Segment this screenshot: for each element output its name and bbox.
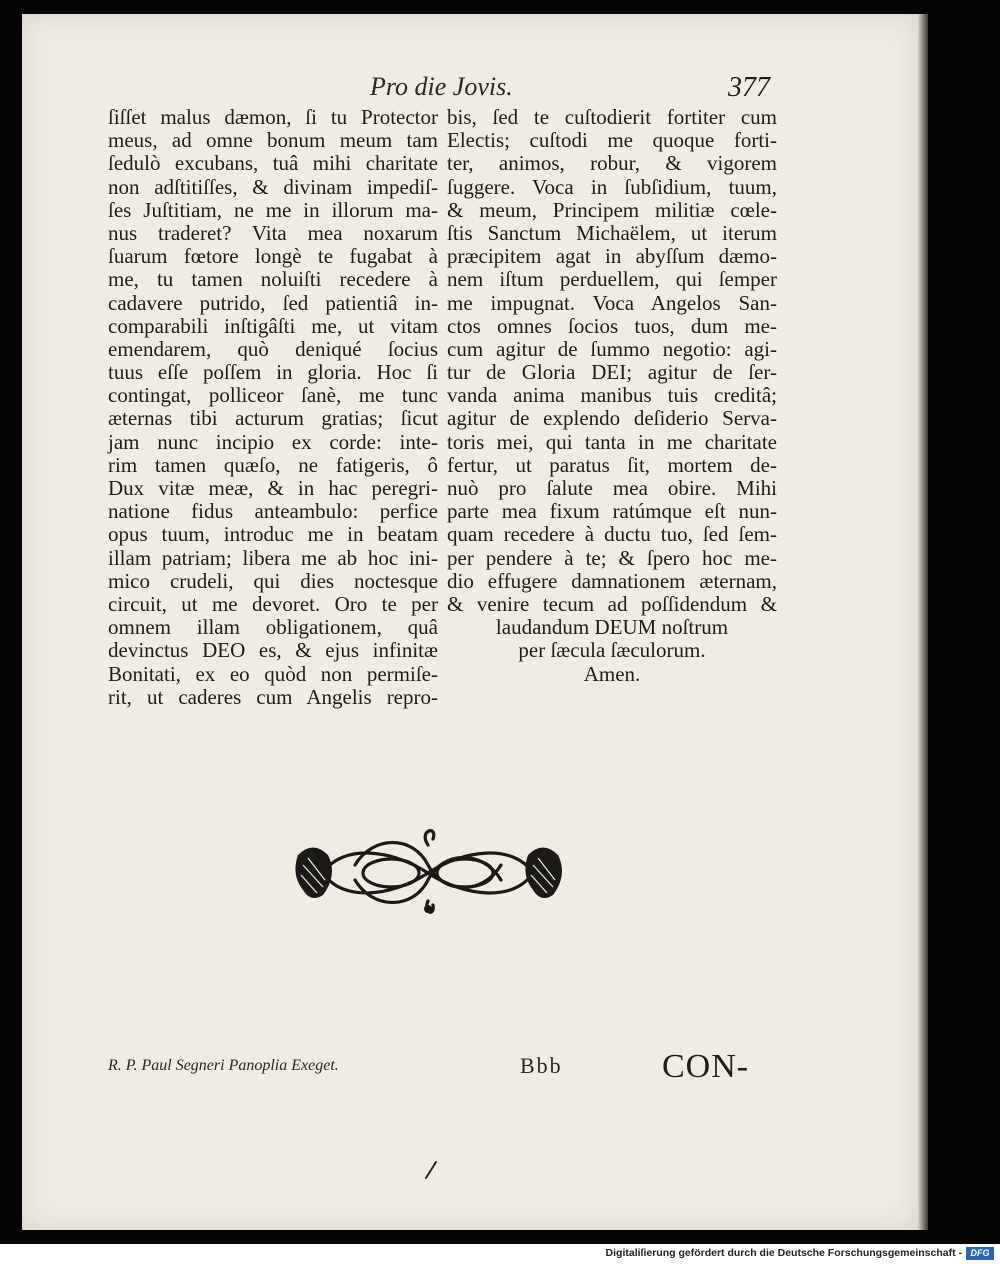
text-line: nem iſtum perduellem, qui ſemper — [447, 267, 777, 292]
text-line: contingat, polliceor ſanè, me tunc — [108, 383, 438, 408]
text-line: præcipitem agat in abyſſum dæmo- — [447, 244, 777, 269]
text-line: tuus eſſe poſſem in gloria. Hoc ſi — [108, 360, 438, 385]
text-line: ſtis Sanctum Michaëlem, ut iterum — [447, 220, 777, 245]
text-line: ſes Juſtitiam, ne me in illorum ma- — [108, 197, 438, 222]
text-line: cum agitur de ſummo negotio: agi- — [447, 336, 777, 361]
text-line: fertur, ut paratus ſit, mortem de- — [447, 452, 777, 477]
left-text-column — [108, 106, 438, 709]
source-footnote: R. P. Paul Segneri Panoplia Exeget. — [108, 1057, 339, 1074]
text-line: natione fidus anteambulo: perfice — [108, 499, 438, 524]
text-line: nuò pro ſalute mea obire. Mihi — [447, 476, 777, 500]
text-line: tur de Gloria DEI; agitur de ſer- — [447, 360, 777, 385]
text-line: quam recedere à ductu tuo, ſed ſem- — [447, 522, 777, 547]
text-line: mico crudeli, qui dies noctesque — [108, 568, 438, 593]
text-line: ſuarum fœtore longè te fugabat à — [108, 244, 438, 269]
text-line: me impugnat. Voca Angelos San- — [447, 290, 777, 315]
text-line: æternas tibi acturum gratias; ſicut — [108, 406, 438, 431]
text-line: Bonitati, ex eo quòd non permiſe- — [108, 661, 438, 686]
text-line: rim tamen quæſo, ne fatigeris, ô — [108, 452, 438, 477]
text-line: ſiſſet malus dæmon, ſi tu Protector — [108, 105, 438, 129]
text-line: circuit, ut me devoret. Oro te per — [108, 591, 438, 616]
text-line: illam patriam; libera me ab hoc ini- — [108, 545, 438, 570]
text-line: nus traderet? Vita mea noxarum — [108, 220, 438, 245]
page-number: 377 — [728, 72, 770, 103]
text-line: Electis; cuſtodi me quoque forti- — [447, 128, 777, 153]
dfg-logo[interactable]: DFG — [966, 1247, 994, 1260]
text-line: parte mea fixum ratúmque eſt nun- — [447, 499, 777, 524]
text-line: per pendere à te; & ſpero hoc me- — [447, 545, 777, 570]
text-line: agitur de explendo deſiderio Serva- — [447, 406, 777, 431]
running-head: Pro die Jovis. — [370, 72, 513, 101]
text-line: non adſtitiſſes, & divinam impediſ- — [108, 174, 438, 199]
digitization-credit: Digitaliſierung gefördert durch die Deutsche Forschungsgemeinschaft - — [605, 1247, 962, 1259]
text-line: ſedulò excubans, tuâ mihi charitate — [108, 151, 438, 176]
closing-line: laudandum DEUM noſtrum — [495, 615, 729, 640]
amen-line: Amen. — [583, 661, 641, 686]
text-line: me, tu tamen noluiſti recedere à — [108, 267, 438, 292]
text-line: emendarem, quò deniqué ſocius — [108, 336, 438, 361]
calligraphic-knot-ornament-icon — [283, 825, 573, 920]
text-line: meus, ad omne bonum meum tam — [108, 128, 438, 153]
page-edge — [918, 14, 928, 1230]
text-line: rit, ut caderes cum Angelis repro- — [108, 684, 438, 709]
text-line: devinctus DEO es, & ejus infinitæ — [108, 638, 438, 663]
text-line: vanda anima manibus tuis creditâ; — [447, 383, 777, 408]
closing-line: per ſæcula ſæculorum. — [518, 638, 706, 663]
right-text-column — [447, 106, 777, 686]
text-line: opus tuum, introduc me in beatam — [108, 522, 438, 547]
signature-mark: Bbb — [520, 1053, 563, 1078]
text-line: cadavere putrido, ſed patientiâ in- — [108, 290, 438, 315]
digitization-bar — [0, 1244, 1000, 1264]
text-line: ter, animos, robur, & vigorem — [447, 151, 777, 176]
text-line: bis, ſed te cuſtodierit fortiter cum — [447, 105, 777, 129]
text-line: dio effugere damnationem æternam, — [447, 568, 777, 593]
text-line: & venire tecum ad poſſidendum & — [447, 591, 777, 616]
text-line: omnem illam obligationem, quâ — [108, 615, 438, 640]
text-line: jam nunc incipio ex corde: inte- — [108, 429, 438, 454]
text-line: ctos omnes ſocios tuos, dum me- — [447, 313, 777, 338]
catchword: CON- — [662, 1048, 750, 1085]
text-line: comparabili inſtigâſti me, ut vitam — [108, 313, 438, 338]
text-line: ſuggere. Voca in ſubſidium, tuum, — [447, 174, 777, 199]
text-line: toris mei, qui tanta in me charitate — [447, 429, 777, 454]
text-line: Dux vitæ meæ, & in hac peregri- — [108, 476, 438, 500]
text-line: & meum, Principem militiæ cœle- — [447, 197, 777, 222]
ink-mark-icon — [424, 1160, 438, 1180]
